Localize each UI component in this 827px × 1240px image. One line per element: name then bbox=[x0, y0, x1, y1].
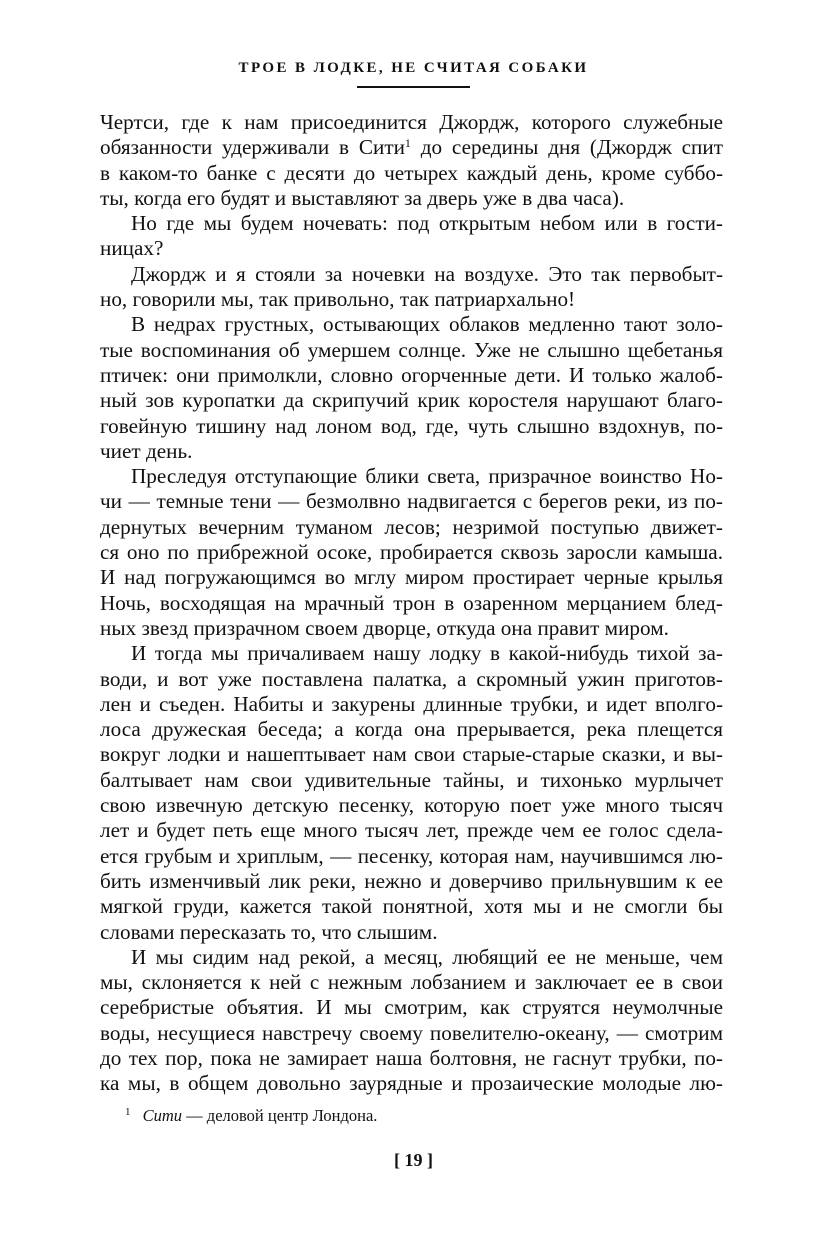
paragraph bbox=[100, 312, 723, 464]
text-line: мы, склоняется к ней с нежным лобзанием и заключает ее в свои bbox=[100, 970, 723, 995]
footnote-number: 1 bbox=[125, 1106, 131, 1118]
text-line: ка мы, в общем довольно заурядные и прозаические молодые лю- bbox=[100, 1071, 723, 1096]
text-line: чи — темные тени — безмолвно надвигается с берегов реки, из по- bbox=[100, 489, 723, 514]
text-line: Чертси, где к нам присоединится Джордж, которого служебные bbox=[100, 110, 723, 134]
footnote-text: — деловой центр Лондона. bbox=[186, 1106, 378, 1125]
text-line: Преследуя отступающие блики света, призрачное воинство Но- bbox=[131, 464, 723, 489]
text-line: говейную тишину над лоном вод, где, чуть слышно вздохнув, по- bbox=[100, 413, 723, 438]
text-line: ных звезд призрачном своем дворце, откуда она правит миром. bbox=[100, 615, 669, 640]
text-line: ся оно по прибрежной осоке, пробирается сквозь заросли камыша. bbox=[100, 540, 723, 565]
text-line: ется грубым и хриплым, — песенку, которая нам, научившимся лю- bbox=[100, 843, 723, 868]
text-line: до тех пор, пока не замирает наша болтовня, не гаснут трубки, по- bbox=[100, 1045, 723, 1070]
text-line: води, и вот уже поставлена палатка, а скромный ужин приготов- bbox=[100, 666, 723, 691]
footnote-term: Сити bbox=[142, 1106, 183, 1125]
text-line: серебристые объятия. И мы смотрим, как струятся неумолчные bbox=[100, 995, 723, 1020]
text-line: И мы сидим над рекой, а месяц, любящий ее не меньше, чем bbox=[131, 944, 723, 969]
text-line: вокруг лодки и нашептывает нам свои старые-старые сказки, и вы- bbox=[100, 742, 723, 767]
text-line: мягкой груди, кажется такой понятной, хотя мы и не смогли бы bbox=[100, 894, 723, 919]
text-line: свою извечную детскую песенку, которую поет уже много тысяч bbox=[100, 793, 723, 818]
text-line: тые воспоминания об умершем солнце. Уже не слышно щебетанья bbox=[100, 337, 723, 362]
text-line: И тогда мы причаливаем нашу лодку в какой-нибудь тихой за- bbox=[131, 641, 723, 666]
text-line: Джордж и я стояли за ночевки на воздухе. Это так первобыт- bbox=[131, 261, 723, 286]
main-text bbox=[100, 110, 723, 1097]
text-line: чиет день. bbox=[100, 438, 193, 463]
page-number: [ 19 ] bbox=[394, 1150, 433, 1170]
text-line: ницах? bbox=[100, 236, 164, 261]
text-line: балтывает нам свои удивительные тайны, и тихонько мурлычет bbox=[100, 767, 723, 792]
text-line: Но где мы будем ночевать: под открытым небом или в гости- bbox=[131, 211, 723, 236]
text-line: ный зов куропатки да скрипучий крик коростеля нарушают благо- bbox=[100, 388, 723, 413]
footnote bbox=[125, 1106, 377, 1126]
text-line: лоса дружеская беседа; а когда она прерывается, река плещется bbox=[100, 717, 723, 742]
header-rule bbox=[357, 86, 470, 88]
text-fragment: до середины дня (Джордж спит bbox=[420, 135, 723, 160]
running-header: ТРОЕ В ЛОДКЕ, НЕ СЧИТАЯ СОБАКИ bbox=[238, 60, 589, 76]
paragraph bbox=[100, 110, 723, 211]
text-line: птичек: они примолкли, словно огорченные дети. И только жалоб- bbox=[100, 362, 723, 387]
text-line: воды, несущиеся навстречу своему повелителю-океану, — смотрим bbox=[100, 1020, 723, 1045]
text-line: Ночь, восходящая на мрачный трон в озаренном мерцанием блед- bbox=[100, 590, 723, 615]
text-fragment: обязанности удерживали в Сити bbox=[100, 135, 405, 160]
text-line: дернутых вечерним туманом лесов; незримой поступью движет- bbox=[100, 514, 723, 539]
text-line: в каком-то банке с десяти до четырех каждый день, кроме суббо- bbox=[100, 160, 723, 185]
paragraph bbox=[100, 464, 723, 641]
paragraph bbox=[100, 945, 723, 1097]
text-line: лет и будет петь еще много тысяч лет, прежде чем ее голос сдела- bbox=[100, 818, 723, 843]
footnote-reference: 1 bbox=[404, 136, 411, 151]
text-line: бить изменчивый лик реки, нежно и доверчиво прильнувшим к ее bbox=[100, 868, 723, 893]
text-line: ты, когда его будят и выставляют за дверь уже в два часа). bbox=[100, 185, 625, 210]
paragraph bbox=[100, 262, 723, 313]
text-line: словами пересказать то, что слышим. bbox=[100, 919, 438, 944]
text-line: лен и съеден. Набиты и закурены длинные трубки, и идет вполго- bbox=[100, 691, 723, 716]
text-line: В недрах грустных, остывающих облаков медленно тают золо- bbox=[131, 312, 723, 337]
paragraph bbox=[100, 211, 723, 262]
text-line: но, говорили мы, так привольно, так патриархально! bbox=[100, 287, 576, 312]
text-line: И над погружающимся во мглу миром простирает черные крылья bbox=[100, 565, 723, 590]
paragraph bbox=[100, 641, 723, 945]
text-line bbox=[100, 135, 723, 160]
